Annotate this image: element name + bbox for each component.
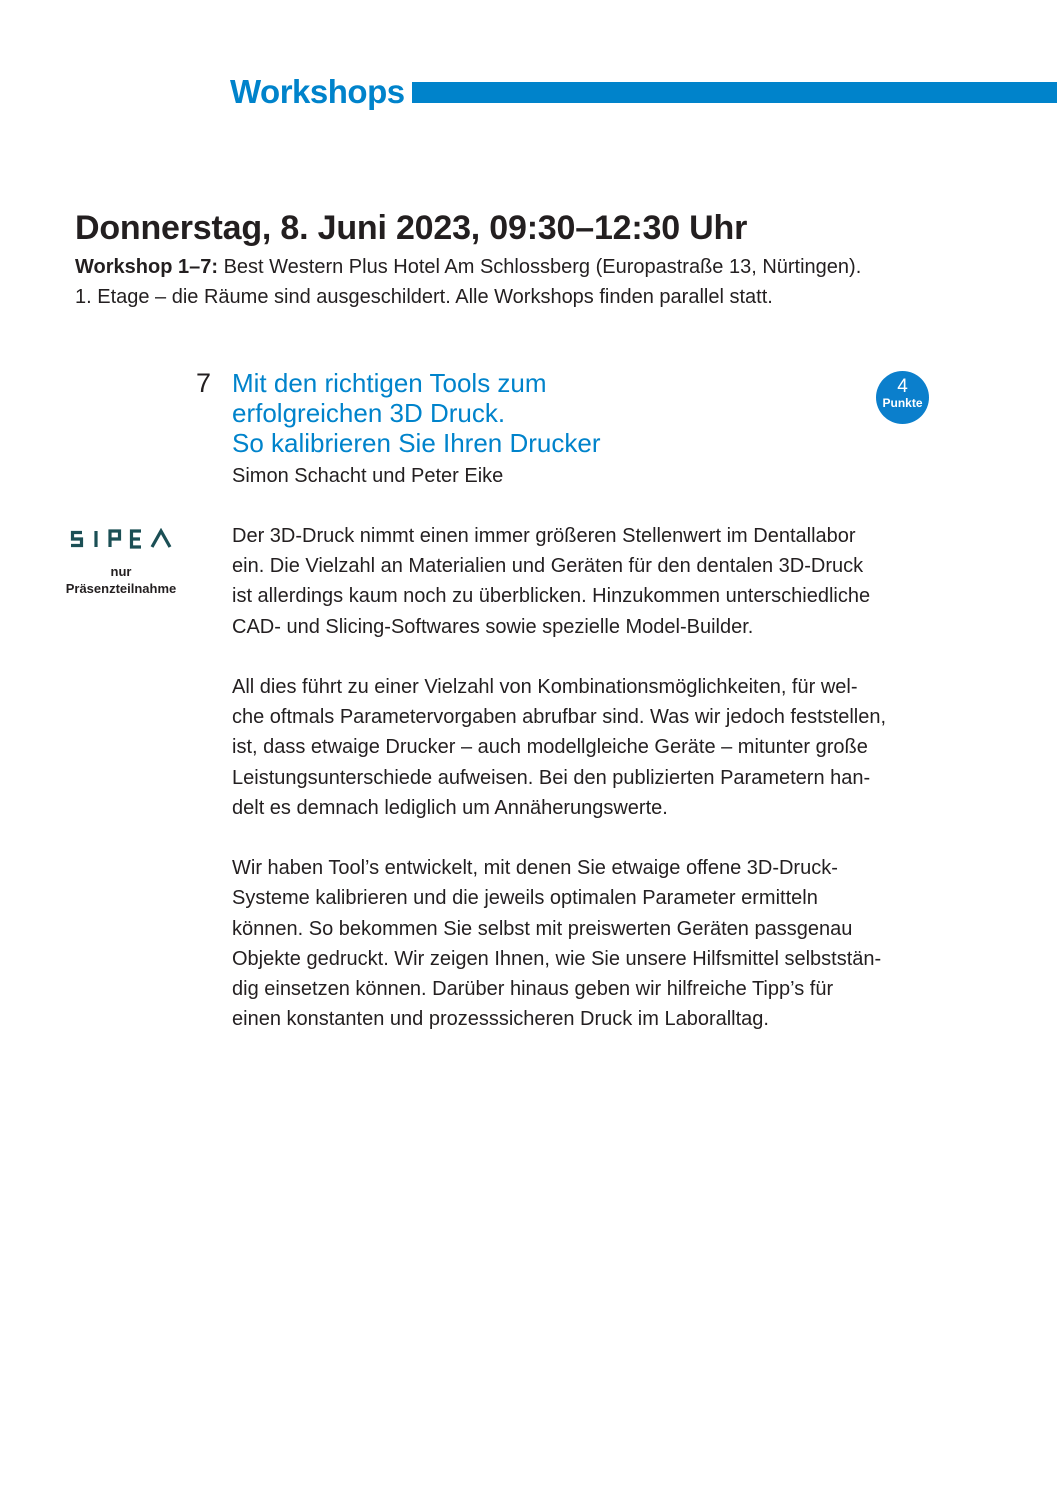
location-text: Best Western Plus Hotel Am Schlossberg (Europastraße 13, Nürtingen). [223, 256, 862, 278]
description-line: ein. Die Vielzahl an Materialien und Geräten für den dentalen 3D-Druck [232, 555, 864, 578]
description-line: können. So bekommen Sie selbst mit preiswerten Geräten passgenau [232, 917, 853, 940]
location-line-2: 1. Etage – die Räume sind ausgeschildert. Alle Workshops finden parallel statt. [75, 286, 773, 308]
points-value: 4 [897, 376, 908, 397]
workshop-title-line: erfolgreichen 3D Druck. [232, 398, 506, 428]
description-line: Der 3D-Druck nimmt einen immer größeren Stellenwert im Dentallabor [232, 525, 856, 547]
description-line: ist allerdings kaum noch zu überblicken. Hinzukommen unterschiedliche [232, 585, 871, 608]
sipea-logo [68, 528, 174, 550]
points-unit: Punkte [882, 396, 923, 410]
description-paragraph [232, 521, 932, 642]
session-date-heading: Donnerstag, 8. Juni 2023, 09:30–12:30 Uhr [75, 209, 748, 247]
attendance-note-line: nur [110, 564, 132, 579]
attendance-note [55, 563, 187, 597]
sipea-logo-letters [71, 531, 170, 547]
location-lead: Workshop 1–7: [75, 256, 218, 278]
description-paragraph [232, 853, 932, 1034]
workshop-description [232, 521, 932, 1065]
workshop-title-line: Mit den richtigen Tools zum [232, 368, 547, 398]
description-line: All dies führt zu einer Vielzahl von Kombinationsmöglichkeiten, für wel- [232, 676, 858, 698]
description-line: che oftmals Parametervorgaben abrufbar sind. Was wir jedoch feststellen, [232, 706, 887, 729]
description-line: Leistungsunterschiede aufweisen. Bei den publizierten Parametern han- [232, 766, 871, 789]
description-line: CAD- und Slicing-Softwares sowie spezielle Model-Builder. [232, 615, 754, 638]
section-header-bar-fill [412, 82, 1057, 103]
description-line: Systeme kalibrieren und die jeweils optimalen Parameter ermitteln [232, 887, 818, 910]
workshop-sidebar [55, 528, 187, 597]
description-line: ist, dass etwaige Drucker – auch modellgleiche Geräte – mitunter große [232, 736, 868, 759]
attendance-note-line: Präsenzteilnahme [65, 581, 177, 596]
location-line-1 [75, 252, 975, 282]
section-header [230, 72, 1057, 112]
section-title: Workshops [230, 73, 405, 110]
description-line: Objekte gedruckt. Wir zeigen Ihnen, wie Sie unsere Hilfsmittel selbststän- [232, 947, 882, 970]
description-paragraph [232, 672, 932, 823]
description-line: delt es demnach lediglich um Annäherungswerte. [232, 796, 668, 819]
session-location [75, 252, 975, 312]
description-line: Wir haben Tool’s entwickelt, mit denen Sie etwaige offene 3D-Druck- [232, 857, 838, 880]
workshop-title [232, 368, 792, 458]
workshop-speakers: Simon Schacht und Peter Eike [232, 465, 504, 487]
points-badge [876, 371, 929, 424]
description-line: einen konstanten und prozesssicheren Druck im Laboralltag. [232, 1008, 769, 1031]
description-line: dig einsetzen können. Darüber hinaus geben wir hilfreiche Tipp’s für [232, 978, 834, 1001]
workshop-title-line: So kalibrieren Sie Ihren Drucker [232, 428, 601, 458]
workshop-number: 7 [196, 368, 212, 398]
section-header-bar [412, 82, 1057, 103]
